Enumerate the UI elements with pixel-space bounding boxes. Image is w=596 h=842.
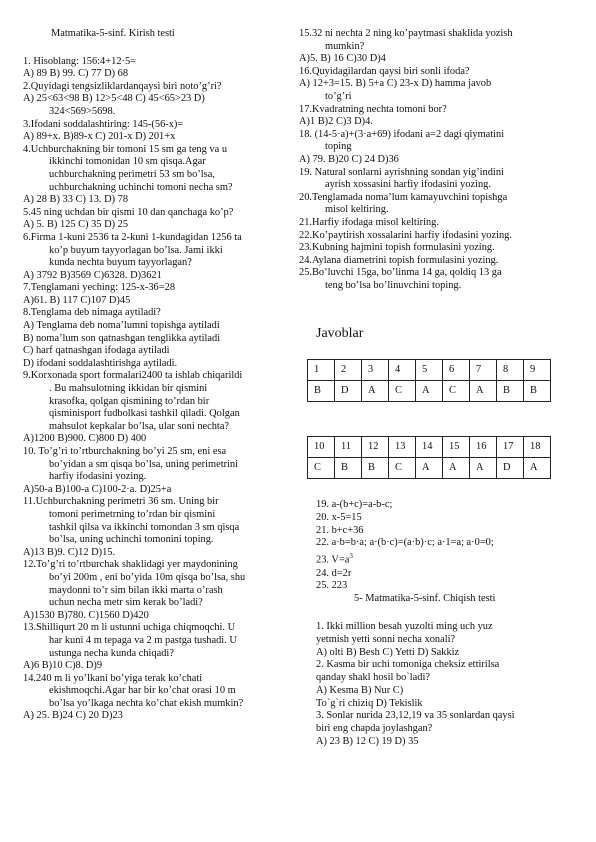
question-line: A) 79. B)20 C) 24 D)36 [299,153,399,165]
right-questions [299,28,569,292]
question-number-cell: 14 [416,437,443,458]
right-column [299,28,569,749]
question-number-cell: 12 [362,437,389,458]
question-line: A)13 B)9. C)12 D)15. [23,546,116,558]
question-number-cell: 9 [524,360,551,381]
question-number-cell: 18 [524,437,551,458]
question-line: 23.Kubning hajmini topish formulasini yozing. [299,242,495,254]
question-line: 4.Uchburchakning bir tomoni 15 sm ga teng va u [23,143,228,155]
question-line: A) 28 B) 33 C) 13. D) 78 [23,194,129,206]
answers-table-1-answers [308,381,551,402]
question-number-cell: 6 [443,360,470,381]
exit-question-line: qanday shakl hosil bo`ladi? [316,672,430,684]
exit-question-line: A) Kesma B) Nur C) [316,684,404,696]
answer-cell: B [362,458,389,479]
key-line: 25. 223 [316,580,348,592]
answer-cell: C [389,381,416,402]
question-line: ustunga necha kunda chiqadi? [49,647,174,659]
question-line: bo’yidan a sm qisqa bo’lsa, uning perimetrini [49,458,239,470]
question-line: tomoni perimetrning to’rdan bir qismini [49,508,216,520]
question-number-cell: 10 [308,437,335,458]
exit-question-line: To`g`ri chiziq D) Tekislik [316,697,423,709]
question-line: uchun necha metr sim kerak bo’ladi? [49,597,203,609]
question-number-cell: 1 [308,360,335,381]
question-line: ekishmoqchi.Agar har bir ko’chat orasi 10 m [49,685,236,697]
answers-table-2-numbers [308,437,551,458]
question-line: . Bu mahsulotning ikkidan bir qismini [49,383,208,395]
key-line [316,550,569,567]
answer-cell: B [497,381,524,402]
answer-cell: C [443,381,470,402]
test-title: Matmatika-5-sinf. Kirish testi [51,28,175,39]
exit-test-questions [316,621,569,749]
question-line: mahsulot kepkalar bo’lsa, ular soni nechta? [49,420,230,432]
question-line: 15.32 ni nechta 2 ning ko’paytmasi shaklida yozish [299,28,513,39]
question-line: 10. To’g’ri to’rtburchakning bo’yi 25 sm, eni esa [23,446,227,457]
question-line: 24.Aylana diametrini topish formulasini yozing. [299,254,499,266]
answer-cell: A [470,458,497,479]
question-line: bo’yi 200m , eni bo’yida 10m qisqa bo’lsa, shu [49,571,246,583]
question-line: 20.Tenglamada noma’lum kamayuvchini topishga [299,191,508,203]
answer-cell: A [443,458,470,479]
question-line: A)6 B)10 C)8. D)9 [23,660,103,672]
answer-cell: A [362,381,389,402]
answers-table-1-numbers [308,360,551,381]
exit-question-line: 2. Kasma bir uchi tomoniga cheksiz ettirilsa [316,659,500,671]
question-line: uchburchakning uchinchi tomoni necha sm? [49,181,233,193]
question-number-cell: 7 [470,360,497,381]
question-line: 22.Ko’paytirish xossalarini harfiy ifodasini yozing. [299,229,512,241]
left-column [23,28,291,723]
question-line: 17.Kvadratning nechta tomoni bor? [299,103,447,115]
question-number-cell: 15 [443,437,470,458]
question-line: A)50-a B)100-a C)100-2·a. D)25+a [23,483,172,495]
exit-question-line: A) 23 B) 12 C) 19 D) 35 [316,736,419,748]
question-line: A)1200 B)900. C)800 D) 400 [23,433,147,445]
question-line: ko’p buyum tayyorlagan bo’lsa. Jami ikki [49,244,223,256]
question-number-cell: 3 [362,360,389,381]
key-23-text: 23. V=a [316,554,350,566]
question-number-cell: 11 [335,437,362,458]
question-line: harfiy ifodasini yozing. [49,471,147,483]
answer-cell: D [335,381,362,402]
answer-cell: C [308,458,335,479]
answer-cell: B [524,381,551,402]
question-line: krasofka, qolgan qismining to’rdan bir [49,395,210,407]
question-line: A)61. B) 117 C)107 D)45 [23,294,131,306]
answers-table-2 [307,436,551,479]
question-line: misol keltiring. [325,204,389,216]
answer-cell: A [470,381,497,402]
answer-cell: A [416,458,443,479]
question-number-cell: 2 [335,360,362,381]
answer-cell: D [497,458,524,479]
question-line: A) Tenglama deb noma’lumni topishga aytiladi [23,320,220,332]
question-line: 18. (14-5·a)+(3·a+69) ifodani a=2 dagi qiymatini [299,128,505,140]
question-number-cell: 13 [389,437,416,458]
question-line: C) harf qatnashgan ifodaga aytiladi [23,345,170,357]
question-line: 5.45 ning uchdan bir qismi 10 dan qanchaga ko’p? [23,206,234,218]
exit-question-line: 1. Ikki million besah yuzolti ming uch yuz [316,620,493,632]
question-line: A) 25. B)24 C) 20 D)23 [23,710,123,722]
key-line: 20. x-5=15 [316,511,362,523]
question-number-cell: 17 [497,437,524,458]
question-line: A)5. B) 16 C)30 D)4 [299,53,386,65]
question-line: toping [325,141,352,153]
question-line: 1. Hisoblang: 156:4+12·5= [23,55,137,67]
answer-cell: B [308,381,335,402]
question-line: kunda nechta buyum tayyorlagan? [49,257,192,269]
key-23-exponent: 3 [349,552,353,561]
question-line: 14.240 m li yo’lkani bo’yiga terak ko’chati [23,672,203,684]
question-line: tashkil qilsa va ikkinchi tomondan 3 sm qisqa [49,521,240,533]
question-line: bo’lsa, uning uchinchi tomonini toping. [49,534,214,546]
question-line: A) 89+x. B)89-x C) 201-x D) 201+x [23,131,176,143]
question-line: A) 3792 B)3569 C)6328. D)3621 [23,269,162,281]
question-line: 8.Tenglama deb nimaga aytiladi? [23,307,161,319]
question-number-cell: 8 [497,360,524,381]
answer-cell: A [416,381,443,402]
question-line: A) 25<63<98 B) 12>5<48 C) 45<65>23 D) [23,93,205,105]
question-line: 11.Uchburchakning perimetri 36 sm. Uning bir [23,496,219,508]
question-number-cell: 4 [389,360,416,381]
left-questions [23,56,291,723]
question-line: 19. Natural sonlarni ayrishning sondan yig’indini [299,166,504,178]
question-line: 7.Tenglamani yeching: 125-x-36=28 [23,282,176,294]
question-line: B) noma’lum son qatnashgan tenglikka aytiladi [23,332,221,344]
question-line: 25.Bo’luvchi 15ga, bo’linma 14 ga, qoldiq 13 ga [299,267,502,279]
exit-question-line: A) olti B) Besh C) Yetti D) Sakkiz [316,646,460,658]
question-line: mumkin? [325,40,365,52]
key-line: 24. d=2r [316,567,352,579]
answer-cell: B [335,458,362,479]
question-number-cell: 16 [470,437,497,458]
answers-heading: Javoblar [316,326,364,342]
answer-keys [316,499,569,749]
question-line: 6.Firma 1-kuni 2536 ta 2-kuni 1-kundagidan 1256 ta [23,231,242,243]
question-line: teng bo’lsa bo’linuvchini toping. [325,279,462,291]
question-line: A) 12+3=15. B) 5+a C) 23-x D) hamma javob [299,78,492,90]
question-line: to’g’ri [325,90,352,102]
exit-question-line: biri eng chapda joylashgan? [316,723,433,735]
exit-question-line: yetmish yetti sonni necha xonali? [316,633,456,645]
question-line: 13.Shilliqurt 20 m li ustunni uchiga chiqmoqchi. U [23,622,236,634]
answer-cell: A [524,458,551,479]
question-line: 16.Quyidagilardan qaysi biri sonli ifoda? [299,65,470,77]
question-line: qisminisport fudbolkasi tashkil qiladi. Qolgan [49,408,240,420]
question-line: 3.Ifodani soddalashtiring: 145-(56-x)= [23,118,184,130]
question-line: 324<569>5698. [49,105,116,117]
question-line: 12.To’g’ri to’rtburchak shaklidagi yer maydonining [23,559,238,571]
question-line: A) 89 B) 99. C) 77 D) 68 [23,68,129,80]
question-line: ayrish xossasini harfiy ifodasini yozing. [325,179,491,191]
question-line: A)1530 B)780. C)1560 D)420 [23,609,149,621]
question-line: ikkinchi tomonidan 10 sm qisqa.Agar [49,156,206,168]
question-line: maydonni to’r sim bilan ikki marta o’rash [49,584,223,596]
question-line: 2.Quyidagi tengsizliklardanqaysi biri noto’g’ri? [23,80,222,92]
question-line: D) ifodani soddalashtirishga aytiladi. [23,357,178,369]
exit-test-title: 5- Matmatika-5-sinf. Chiqish testi [354,593,496,605]
exit-question-line: 3. Sonlar nurida 23,12,19 va 35 sonlardan qaysi [316,710,515,722]
question-line: A) 5. B) 125 C) 35 D) 25 [23,219,129,231]
answer-cell: C [389,458,416,479]
key-line: 22. a·b=b·a; a·(b·c)=(a·b)·c; a·1=a; a·0=0; [316,537,494,549]
key-line: 19. a-(b+c)=a-b-c; [316,499,393,511]
question-line: har kuni 4 m tepaga va 2 m pastga tushadi. U [49,634,237,646]
key-line: 21. b+c+36 [316,524,364,536]
answers-table-2-answers [308,458,551,479]
question-line: A)1 B)2 C)3 D)4. [299,116,373,128]
question-line: 9.Korxonada sport formalari2400 ta ishlab chiqarildi [23,370,243,382]
answers-table-1 [307,359,551,402]
question-line: 21.Harfiy ifodaga misol keltiring. [299,216,439,228]
question-number-cell: 5 [416,360,443,381]
question-line: bo’lsa yo’lkaga nechta ko’chat ekish mumkin? [49,697,244,709]
question-line: uchburchakning perimetri 53 sm bo’lsa, [49,168,215,180]
